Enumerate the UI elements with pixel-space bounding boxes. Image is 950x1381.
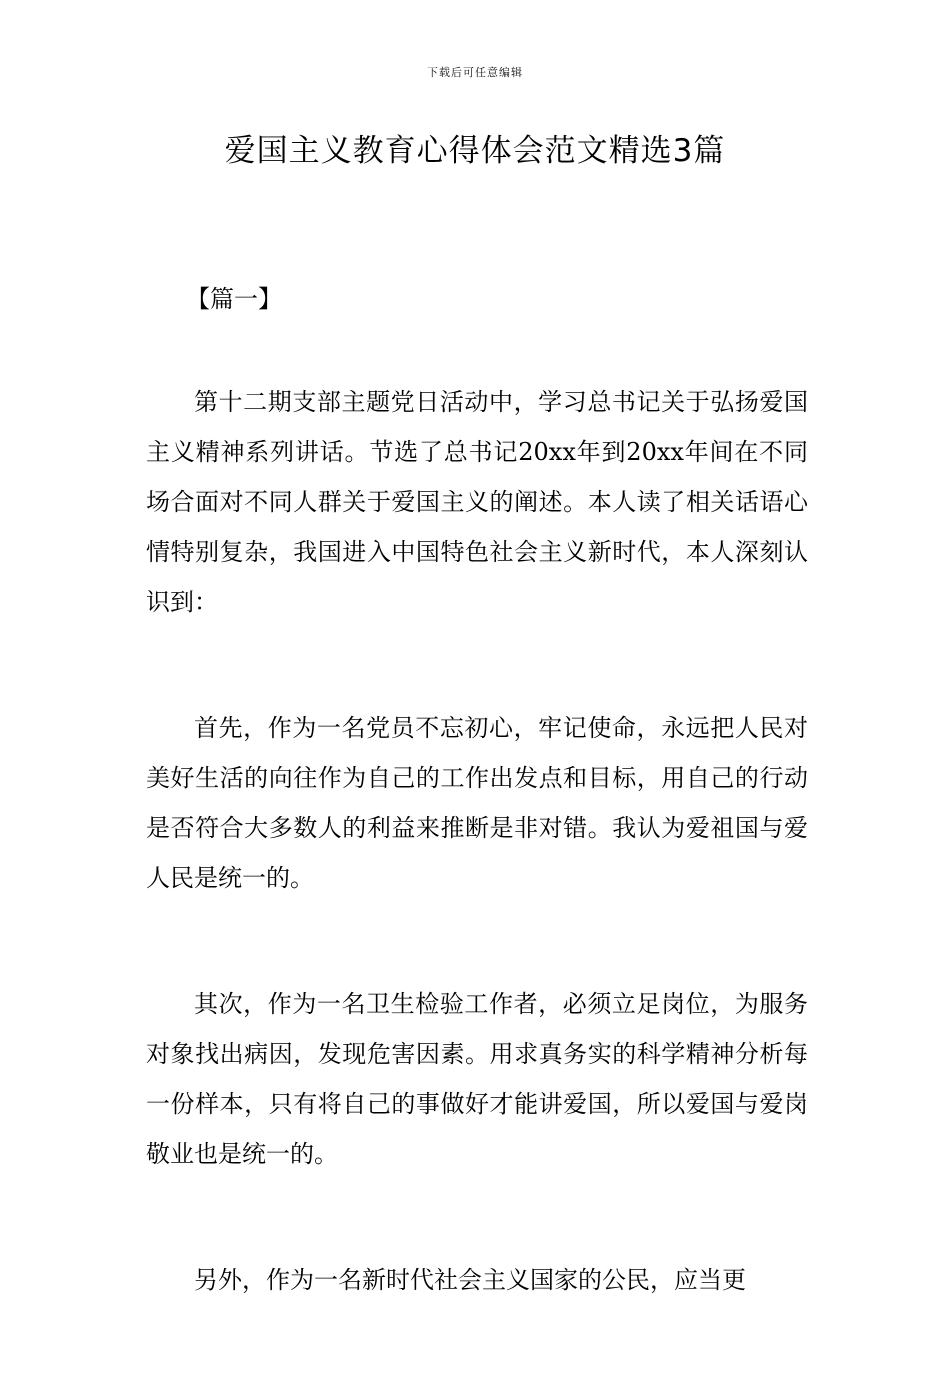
body-text: [146, 377, 808, 1381]
section-heading: 【篇一】: [186, 285, 282, 313]
paragraph-3: 其次，作为一名卫生检验工作者，必须立足岗位，为服务对象找出病因，发现危害因素。用求真务实的科学精神分析每一份样本，只有将自己的事做好才能讲爱国，所以爱国与爱岗敬业也是统一的。: [146, 990, 808, 1168]
header-note: 下载后可任意编辑: [427, 66, 523, 79]
paragraph-2: 首先，作为一名党员不忘初心，牢记使命，永远把人民对美好生活的向往作为自己的工作出发点和目标，用自己的行动是否符合大多数人的利益来推断是非对错。我认为爱祖国与爱人民是统一的。: [146, 714, 808, 892]
paragraph-1: 第十二期支部主题党日活动中，学习总书记关于弘扬爱国主义精神系列讲话。节选了总书记20xx年到20xx年间在不同场合面对不同人群关于爱国主义的阐述。本人读了相关话语心情特别复杂，我国进入中国特色社会主义新时代，本人深刻认识到：: [146, 388, 808, 616]
paragraph-4: 另外，作为一名新时代社会主义国家的公民，应当更: [194, 1266, 746, 1294]
document-title: 爱国主义教育心得体会范文精选3篇: [224, 133, 726, 169]
